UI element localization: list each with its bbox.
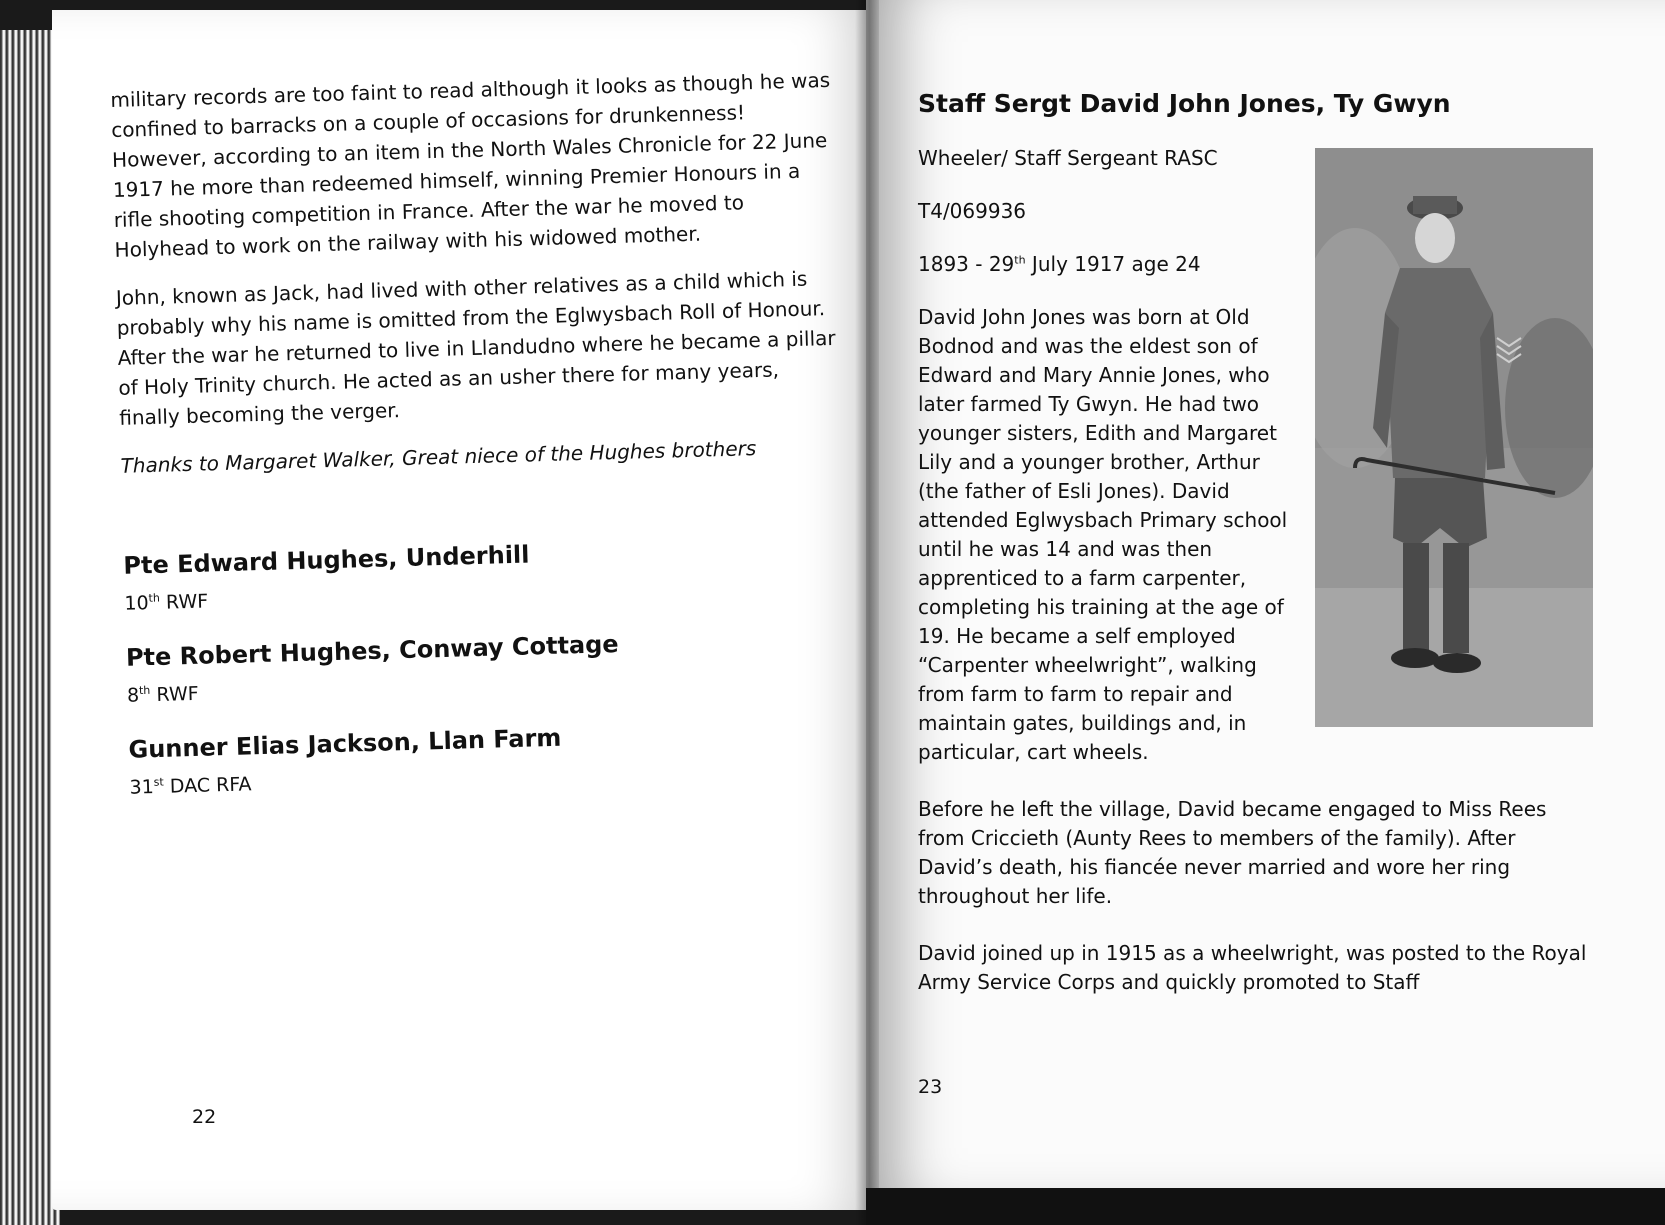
biography-paragraph: David John Jones was born at Old Bodnod and was the eldest son of Edward and Mary Annie Jones, who later farmed Ty Gwyn. He had two younger sisters, Edith and Margaret Lily and a younger brother, Arthur (the father of Esli Jones). David attended Eglwysbach Primary school until he was 14 and was then apprenticed to a farm carpenter, completing his training at the age of 19. He became a self employed “Carpenter wheelwright”, walking from farm to farm to repair and maintain gates, buildings and, in particular, cart wheels.	[918, 305, 1288, 764]
page-number: 23	[918, 1076, 943, 1098]
entry-heading: Pte Edward Hughes, Underhill	[123, 540, 530, 580]
page-title: Staff Sergt David John Jones, Ty Gwyn	[918, 89, 1451, 118]
entry-heading: Gunner Elias Jackson, Llan Farm	[128, 723, 562, 764]
entry-unit: 10th RWF	[124, 590, 209, 615]
rank-line: Wheeler/ Staff Sergeant RASC	[918, 146, 1218, 170]
book-gutter	[855, 0, 879, 1225]
left-page-content	[110, 65, 850, 827]
page-number: 22	[192, 1106, 217, 1128]
entry-heading: Pte Robert Hughes, Conway Cottage	[125, 630, 619, 672]
entry-unit: 31st DAC RFA	[129, 773, 252, 799]
soldier-portrait-photo	[1315, 148, 1593, 727]
page-bottom-edge	[866, 1188, 1665, 1225]
portrait-illustration	[1315, 148, 1593, 727]
page-stack-edge	[0, 30, 60, 1225]
service-number: T4/069936	[918, 199, 1027, 223]
paragraph: David joined up in 1915 as a wheelwright, was posted to the Royal Army Service Corps and quickly promoted to Staff	[918, 941, 1587, 994]
paragraph: Before he left the village, David became engaged to Miss Rees from Criccieth (Aunty Rees to members of the family). After David’s death, his fiancée never married and wore her ring throughout her life.	[918, 797, 1547, 908]
entry-unit: 8th RWF	[126, 682, 199, 707]
paragraph: John, known as Jack, had lived with other relatives as a child which is probably why his name is omitted from the Eglwysbach Roll of Honour. After the war he returned to live in Llandudno where he became a pillar of Holy Trinity church. He acted as an usher there for many years, finally becoming the verger.	[115, 266, 836, 430]
paragraph: military records are too faint to read although it looks as though he was confined to barracks on a couple of occasions for drunkenness! However, according to an item in the North Wales Chronicle for 22 June 1917 he more than redeemed himself, winning Premier Honours in a rifle shooting competition in France. After the war he moved to Holyhead to work on the railway with his widowed mother.	[110, 67, 831, 262]
thanks-note: Thanks to Margaret Walker, Great niece of the Hughes brothers	[120, 436, 757, 478]
life-dates: 1893 - 29th July 1917 age 24	[918, 252, 1201, 276]
